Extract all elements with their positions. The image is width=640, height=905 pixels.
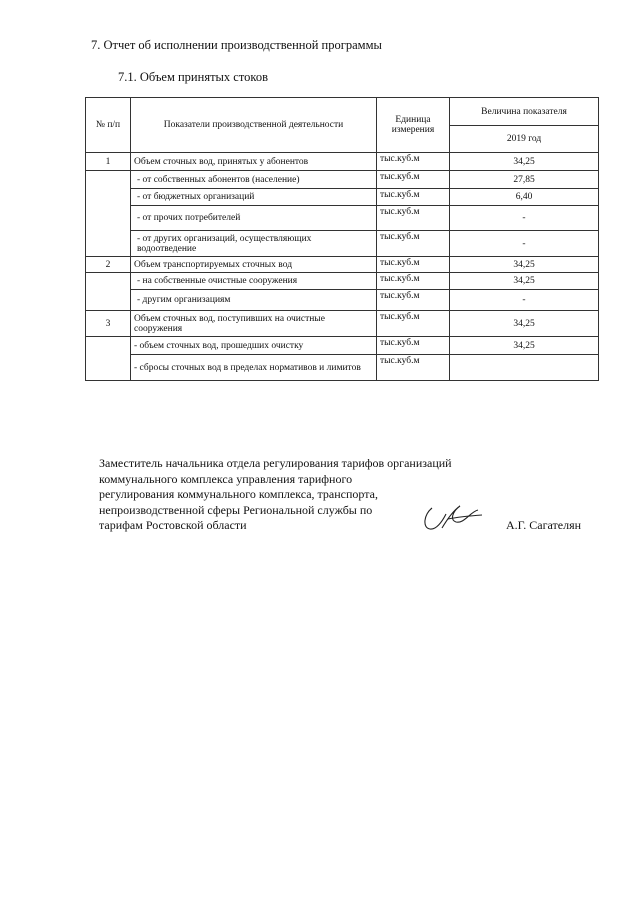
row-unit: тыс.куб.м xyxy=(377,206,450,231)
row-num: 1 xyxy=(86,153,131,171)
table-row xyxy=(86,231,599,257)
row-unit: тыс.куб.м xyxy=(377,153,450,171)
table-row xyxy=(86,189,599,206)
row-unit: тыс.куб.м xyxy=(377,337,450,355)
header-year: 2019 год xyxy=(450,126,599,153)
row-value: - xyxy=(450,206,599,231)
row-value: 34,25 xyxy=(450,273,599,290)
row-unit: тыс.куб.м xyxy=(377,231,450,257)
row-num xyxy=(86,337,131,381)
row-unit: тыс.куб.м xyxy=(377,257,450,273)
row-label: - от собственных абонентов (население) xyxy=(131,171,377,189)
table-row xyxy=(86,290,599,311)
position-line: регулирования коммунального комплекса, транспорта, xyxy=(99,487,378,501)
row-value: 34,25 xyxy=(450,311,599,337)
table-row xyxy=(86,153,599,171)
handwritten-signature xyxy=(420,498,490,538)
row-value: 34,25 xyxy=(450,257,599,273)
row-label: - сбросы сточных вод в пределах нормативов и лимитов xyxy=(131,355,377,381)
row-label: Объем сточных вод, принятых у абонентов xyxy=(131,153,377,171)
runoff-table xyxy=(85,97,599,381)
header-indicator: Показатели производственной деятельности xyxy=(131,98,377,153)
position-line: коммунального комплекса управления тарифного xyxy=(99,471,353,486)
table-row xyxy=(86,273,599,290)
row-label: - другим организациям xyxy=(131,290,377,311)
position-line: Заместитель начальника отдела регулирования тарифов организаций xyxy=(99,456,452,470)
signer-name: А.Г. Сагателян xyxy=(506,518,582,532)
subsection-title: 7.1. Объем принятых стоков xyxy=(118,70,268,84)
row-unit: тыс.куб.м xyxy=(377,355,450,381)
row-unit: тыс.куб.м xyxy=(377,189,450,206)
row-label: Объем сточных вод, поступивших на очистные сооружения xyxy=(131,311,377,337)
table-row xyxy=(86,311,599,337)
row-label: - от других организаций, осуществляющих водоотведение xyxy=(131,231,377,257)
row-label: - объем сточных вод, прошедших очистку xyxy=(131,337,377,355)
table-row xyxy=(86,257,599,273)
row-unit: тыс.куб.м xyxy=(377,311,450,337)
row-num: 2 xyxy=(86,257,131,273)
position-line: непроизводственной сферы Региональной службы по xyxy=(99,502,373,517)
signature-position xyxy=(99,456,452,534)
table-row xyxy=(86,206,599,231)
row-value: - xyxy=(450,290,599,311)
row-label: - от прочих потребителей xyxy=(131,206,377,231)
row-value: 6,40 xyxy=(450,189,599,206)
row-value: 27,85 xyxy=(450,171,599,189)
header-num: № п/п xyxy=(86,98,131,153)
row-num xyxy=(86,171,131,257)
row-value: 34,25 xyxy=(450,153,599,171)
row-num: 3 xyxy=(86,311,131,337)
row-label: - на собственные очистные сооружения xyxy=(131,273,377,290)
row-value: 34,25 xyxy=(450,337,599,355)
table-row xyxy=(86,355,599,381)
row-value: - xyxy=(450,231,599,257)
position-line: тарифам Ростовской области xyxy=(99,518,247,532)
section-title: 7. Отчет об исполнении производственной программы xyxy=(91,38,382,52)
row-value xyxy=(450,355,599,381)
header-unit: Единица измерения xyxy=(377,98,450,153)
row-unit: тыс.куб.м xyxy=(377,273,450,290)
row-num xyxy=(86,273,131,311)
row-label: - от бюджетных организаций xyxy=(131,189,377,206)
table-row xyxy=(86,337,599,355)
header-value: Величина показателя xyxy=(450,98,599,126)
row-unit: тыс.куб.м xyxy=(377,171,450,189)
table-row xyxy=(86,171,599,189)
row-label: Объем транспортируемых сточных вод xyxy=(131,257,377,273)
row-unit: тыс.куб.м xyxy=(377,290,450,311)
